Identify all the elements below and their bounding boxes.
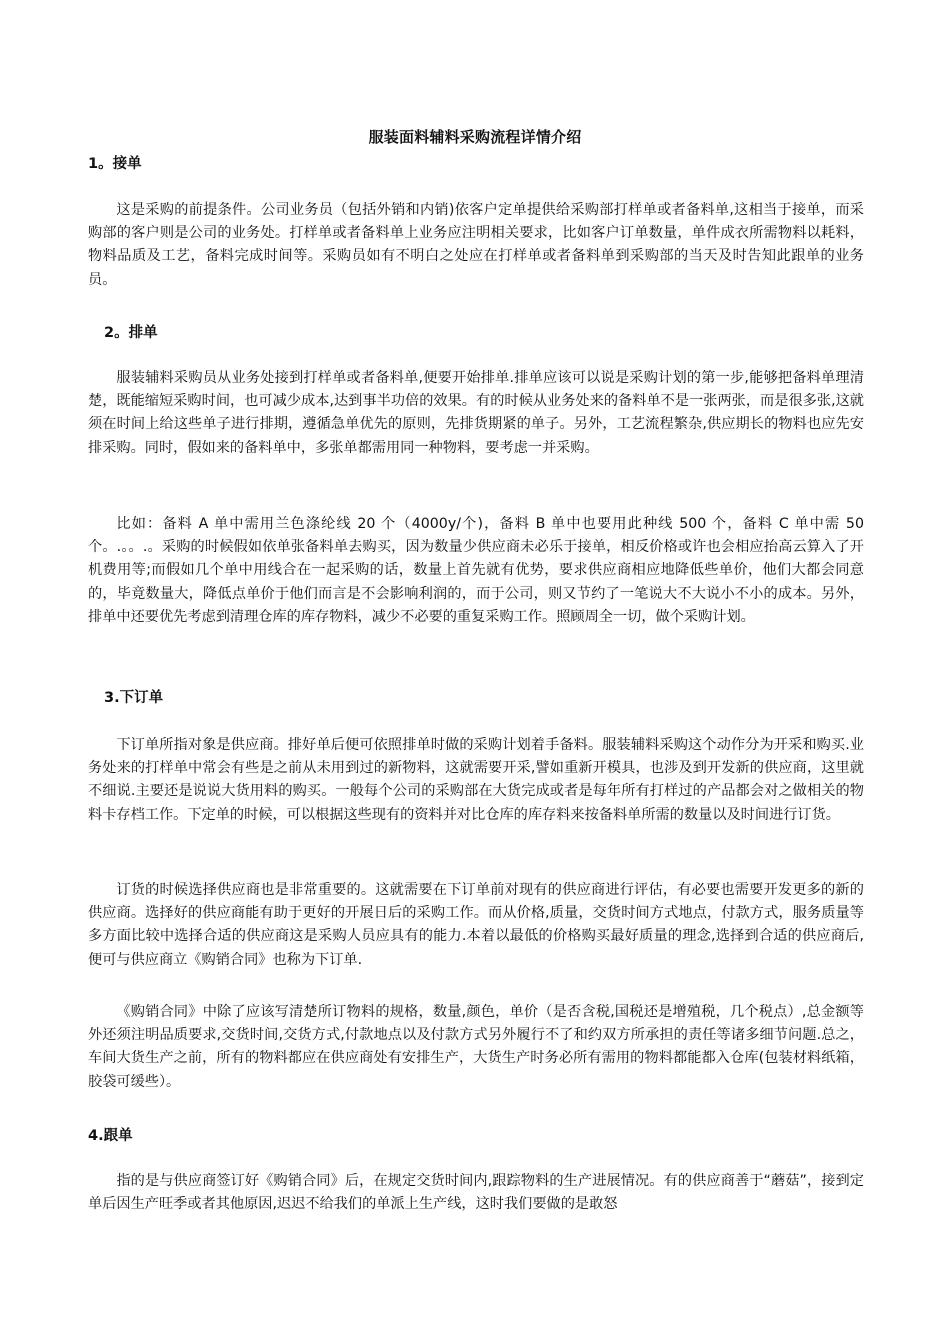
paragraph: 《购销合同》中除了应该写清楚所订物料的规格，数量,颜色，单价（是否含税,国税还是增殖税，几个税点）,总金额等外还须注明品质要求,交货时间,交货方式,付款地点以及付款方式另外履行不了和约双方所承担的责任等诸多细节问题.总之，车间大货生产之前，所有的物料都应在供应商处有安排生产，大货生产时务必所有需用的物料都能都入仓库(包装材料纸箱，胶袋可缓些）。 bbox=[88, 1004, 864, 1090]
paragraph: 指的是与供应商签订好《购销合同》后，在规定交货时间内,跟踪物料的生产进展情况。有的供应商善于“蘑菇”，接到定单后因生产旺季或者其他原因,迟迟不给我们的单派上生产线，这时我们要做的是敢怒 bbox=[88, 1173, 864, 1213]
section-heading-3: 3.下订单 bbox=[104, 690, 164, 706]
section-heading-2: 2。排单 bbox=[104, 325, 158, 341]
section-heading-4: 4.跟单 bbox=[88, 1128, 133, 1144]
paragraph: 服装辅料采购员从业务处接到打样单或者备料单,便要开始排单.排单应该可以说是采购计划的第一步,能够把备料单理清楚，既能缩短采购时间，也可减少成本,达到事半功倍的效果。有的时候从业务处来的备料单不是一张两张，而是很多张,这就须在时间上给这些单子进行排期，遵循急单优先的原则，先排货期紧的单子。另外，工艺流程繁杂,供应期长的物料也应先安排采购。同时，假如来的备料单中，多张单都需用同一种物料，要考虑一并采购。 bbox=[88, 370, 864, 456]
paragraph: 这是采购的前提条件。公司业务员（包括外销和内销)依客户定单提供给采购部打样单或者备料单,这相当于接单，而采购部的客户则是公司的业务处。打样单或者备料单上业务应注明相关要求，比如客户订单数量，单件成衣所需物料以耗料，物料品质及工艺，备料完成时间等。采购员如有不明白之处应在打样单或者备料单到采购部的当天及时告知此跟单的业务员。 bbox=[88, 202, 864, 288]
paragraph: 下订单所指对象是供应商。排好单后便可依照排单时做的采购计划着手备料。服装辅料采购这个动作分为开采和购买.业务处来的打样单中常会有些是之前从未用到过的新物料，这就需要开采,譬如重新开模具，也涉及到开发新的供应商，这里就不细说.主要还是说说大货用料的购买。一般每个公司的采购部在大货完成或者是每年所有打样过的产品都会对之做相关的物料卡存档工作。下定单的时候，可以根据这些现有的资料并对比仓库的库存料来按备料单所需的数量以及时间进行订货。 bbox=[88, 737, 864, 823]
paragraph: 订货的时候选择供应商也是非常重要的。这就需要在下订单前对现有的供应商进行评估，有必要也需要开发更多的新的供应商。选择好的供应商能有助于更好的开展日后的采购工作。而从价格,质量，交货时间方式地点，付款方式，服务质量等多方面比较中选择合适的供应商这是采购人员应具有的能力.本着以最低的价格购买最好质量的理念,选择到合适的供应商后,便可与供应商立《购销合同》也称为下订单. bbox=[88, 882, 864, 968]
section-heading-1: 1。接单 bbox=[88, 156, 142, 172]
document-title: 服装面料辅料采购流程详情介绍 bbox=[368, 128, 582, 146]
paragraph: 比如：备料 A 单中需用兰色涤纶线 20 个（4000y/个)，备料 B 单中也要用此种线 500 个，备料 C 单中需 50 个。.。。.。采购的时候假如依单张备料单去购买，因为数量少供应商未必乐于接单，相反价格或许也会相应抬高云算入了开机费用等;而假如几个单中用线合在一起采购的话，数量上首先就有优势，要求供应商相应地降低些单价，他们大都会同意的，毕竟数量大，降低点单价于他们而言是不会影响利润的，而于公司，则又节约了一笔说大不大说小不小的成本。另外，排单中还要优先考虑到清理仓库的库存物料，减少不必要的重复采购工作。照顾周全一切，做个采购计划。 bbox=[88, 516, 864, 625]
